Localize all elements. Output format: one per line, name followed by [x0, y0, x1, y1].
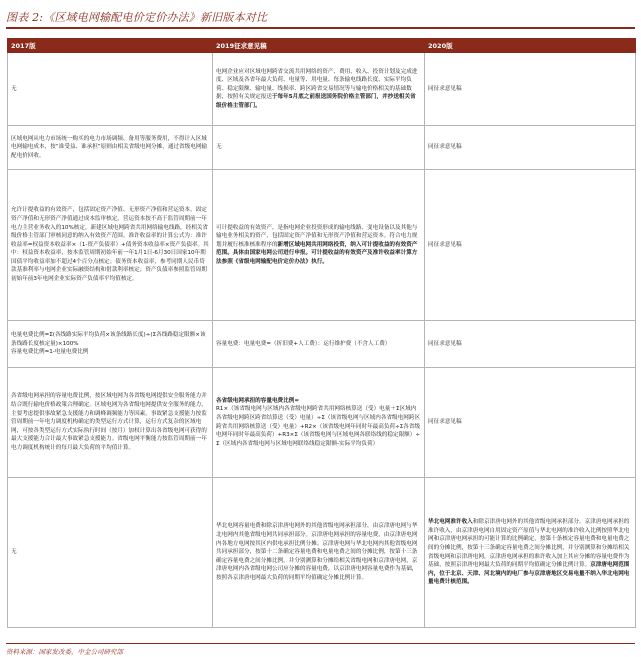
cell-text: R1×（该省级电网与区域内各省级电网跨省共用网络核算送（受）电量＋Σ区域内各省级电网跨区跨省结算送（受）电量）÷Σ（该省级电网与区域内各省级电网跨区跨省共用网络核算送（受）电量）+R2×（该省级电网年同时年最高负荷÷Σ各省级电网年同时年最高负荷）+R3×Σ（该省级电网与区域电网各联络线的稳定限额）÷Σ（区域内各省级电网与区域电网联络线稳定限额-实际平均负荷） [216, 406, 421, 447]
cell-text-bold: 新增区域电网共用网络投资，纳入可计提收益的有效资产范围。具体由国家电网公司进行申报。可计提收益的有效资产及准许收益率计算方法参照《省级电网输配电价定价办法》执行。 [216, 241, 418, 265]
cell-2017: 各省级电网承担的容量电费比例，按区域电网为各省级电网提供安全服务能力并结合既行输电价格政策合理确定。区域电网为各省级电网提供安全服务的能力，主要考虑提供事故紧急支援能力和调峰调频能力等因素。事故紧急支援能力按监管周期前一年电力调度机构确定的类型运行方式计算，运行方式复杂的区域电网，可按各类型运行方式实际执行时间（按月）加权计算出各省级电网可获得的最大支援能力合计最大事故紧急支援能力。省级电网平衡能力按监管周期前一年电力调度机构统计的每月最大负荷的平均值计算。 [8, 368, 213, 478]
cell-text-bold: 京津唐电网范围内，位于北京、天津、河北境内的电厂参与京津唐地区交易电量不纳入华北电网电量电费计核范围。 [428, 562, 630, 586]
header-row [8, 39, 636, 53]
cell-2017 [8, 321, 213, 368]
header-2020: 2020版 [425, 39, 636, 53]
cell-2019 [213, 53, 425, 126]
cell-2019: 容量电费：电量电费=（折旧费+人工费）：运行维护费（不含人工费） [213, 321, 425, 368]
source-note: 资料来源：国家发改委，中金公司研究部 [6, 648, 123, 656]
cell-2017: 允许计提收益的有效资产，包括固定资产净值、无形资产净值和营运资本。固定资产净值和无形资产净值通过成本监审核定，营运资本按不高于监管周期前一年电力主营业务收入的10%核定。新建区域电网跨省共用网络输电线路，经相关省级价格主管部门审核同意的纳入有效资产范围。准许收益率的计算公式为：准许收益率=权益资本收益率×（1-资产负债率）+债务资本收益率×资产负债率。其中：权益资本收益率，按本监管周期初始年前一年1月1日-6月30日国家10年期国债平均收益率加不超过4个百分点核定；债务资本收益率，参考同期人民币贷款基准利率与电网企业实际融资结构和借款利率核定；资产负债率参照监管周期初始年前3年电网企业实际资产负债率平均值核定。 [8, 170, 213, 321]
header-2017: 2017版 [8, 39, 213, 53]
title-divider [6, 27, 635, 29]
table-row [8, 126, 636, 170]
footer-divider [6, 643, 635, 644]
figure-title: 图表 2:《区域电网输配电价定价办法》新旧版本对比 [6, 11, 268, 24]
table-row [8, 478, 636, 628]
header-2019-draft: 2019征求意见稿 [213, 39, 425, 53]
cell-2020: 同征求意见稿 [425, 53, 636, 126]
comparison-table [7, 38, 636, 628]
cell-2020: 同征求意见稿 [425, 170, 636, 321]
cell-text: 和除京津唐电网外的其他省级电网承担部分。京津唐电网承担的准许收入，由京津唐电网自用固定资产原值与华北电网的准许收入比例按照华北电网和京津唐电网承担的可能计算的比例确定，按第十条核定容量电费和电量电费之间的分摊比例，按第十三条确定容量电费之间分摊比例，并分别测算和分摊给相关省级电网和京津唐电网，京津唐电网承担的准许收入加上其应分摊的容量电费作为基础，按照京津唐电网最大负荷的同期平均值确定分摊比例计算。 [428, 519, 630, 569]
cell-2019: 华北电网容量电费和除京津唐电网外的其他省级电网承担部分，由京津唐电网与华北电网内其他省级电网共同承担部分。京津唐电网承担的容量电费，由京津唐电网内各地方电网按其区内供电承担比例分摊。京津唐电网与华北电网内其他省级电网共同承担部分，按第十二条确定容量电费和电量电费之间的分摊比例，按第十三条确定容量电费之间分摊比例，并分别测算和分摊给相关省级电网和京津唐电网，京津唐电网内各省级电网公司应分摊的容量电费，以京津唐电网容量电费作为基础，按照各京津唐电网最大负荷的同期平均值确定分摊比例计算。 [213, 478, 425, 628]
cell-text: 电网企业应对区域电网跨省交流共用网络的资产、费用、收入、投资计划及完成进度、区域及各省年最大负荷、电量等、用电量、每条输电线路长度、实际平均负荷、稳定限额、输电量、线损率、跨区跨省交易情况等与输电价格相关的基础数据，按照有关规定报送 [216, 68, 418, 101]
cell-2017: 无 [8, 53, 213, 126]
cell-2020: 同征求意见稿 [425, 126, 636, 170]
cell-2017: 区域电网从电力市场统一购买的电力市场调频、备用等服务费用，不得计入区域电网输电成本，按“谁受益、谁承担”原则由相关省级电网分摊，通过省级电网输配电价回收。 [8, 126, 213, 170]
cell-2019: 无 [213, 126, 425, 170]
cell-2017: 无 [8, 478, 213, 628]
table-row [8, 368, 636, 478]
formula-line: 电量电费比例=Σ(各线路实际平均负荷×该条线路长度)÷(Σ各线路稳定限额×该条线路长度核定量)×100% [11, 332, 206, 347]
cell-text: 可计提收益的有效资产，是指电网企业投资形成的输电线路、变电设备以及其他与输电业务相关的资产，包括固定资产净值和无形资产净值和营运资本。符合电力规划并履行核准核准程序的 [216, 224, 418, 248]
cell-text-bold: 于每年5月底之前报送国务院价格主管部门，并抄送相关省级价格主管部门。 [216, 94, 416, 109]
cell-text-bold: 华北电网准许收入 [428, 519, 473, 526]
cell-2020: 同征求意见稿 [425, 321, 636, 368]
table-row [8, 321, 636, 368]
table-row [8, 170, 636, 321]
formula-line: 容量电费比例=1-电量电费比例 [11, 349, 89, 356]
cell-2020: 同征求意见稿 [425, 368, 636, 478]
cell-2019 [213, 170, 425, 321]
cell-text-bold: 各省级电网承担的容量电费比例= [216, 397, 299, 404]
cell-2019 [213, 368, 425, 478]
cell-2020 [425, 478, 636, 628]
table-row [8, 53, 636, 126]
